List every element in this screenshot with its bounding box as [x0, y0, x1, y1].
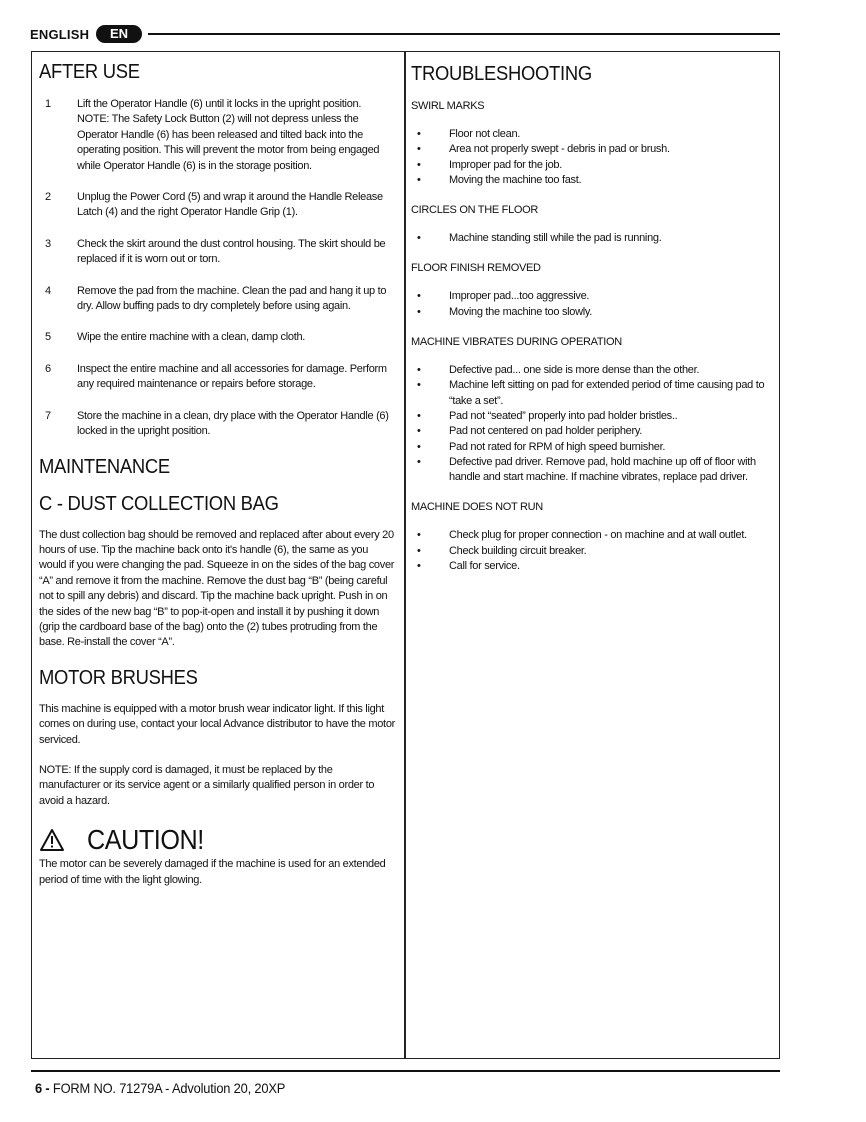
list-item: • Improper pad for the job. — [417, 158, 562, 171]
step-text: Check the skirt around the dust control housing. The skirt should be replaced if it is worn out or torn. — [77, 237, 386, 266]
step-text: Unplug the Power Cord (5) and wrap it around the Handle Release Latch (4) and the right Operator Handle Grip (1). — [77, 191, 383, 219]
list-item: • Moving the machine too slowly. — [417, 305, 593, 318]
step-number: 5 — [45, 331, 51, 344]
list-item-text: Defective pad driver. Remove pad, hold machine up off of floor with handle and start machine. If machine vibrates, replace pad driver. — [449, 455, 756, 484]
list-item-text: Call for service. — [449, 560, 520, 573]
footer-separator: - — [41, 1080, 53, 1096]
list-item: • Defective pad driver. Remove pad, hold machine up off of floor with handle and start machine. If machine vibrates, replace pad driver. — [417, 455, 756, 484]
step-item — [39, 284, 395, 315]
list-item: • Machine standing still while the pad is running. — [417, 232, 662, 245]
language-bar — [30, 24, 780, 44]
maintenance-title: MAINTENANCE — [39, 455, 170, 478]
column-divider — [404, 51, 406, 1059]
dust-bag-body: The dust collection bag should be removed and replaced after about every 20 hours of use. Tip the machine back onto it's handle (6), the same as you would if you were changing the pad. Squeeze in on the sides of the bag cover “A” and remove it from the machine. Remove the dust bag “B” (being careful not to spill any debris) and discard. Tip the machine back upright. Push in on the sides of the new bag “B” to pop-it-open and install it by pushing it down (grip the cardboard base of the bag) onto the (2) tubes protruding from the base. Re-install the cover “A”. — [39, 528, 395, 649]
step-item — [39, 237, 395, 268]
does-not-run-heading: MACHINE DOES NOT RUN — [411, 501, 543, 514]
step-number: 7 — [45, 409, 51, 422]
warning-triangle-icon — [39, 828, 65, 852]
step-number: 1 — [45, 98, 51, 110]
step-number: 6 — [45, 362, 51, 375]
after-use-title: AFTER USE — [39, 61, 140, 83]
motor-brushes-body: This machine is equipped with a motor brush wear indicator light. If this light comes on during use, contact your local Advance distributor to have the motor serviced. — [39, 702, 395, 746]
step-text: Wipe the entire machine with a clean, damp cloth. — [77, 331, 306, 344]
footer-rule — [31, 1070, 780, 1072]
language-label: ENGLISH — [30, 27, 90, 42]
list-item-text: Area not properly swept - debris in pad or brush. — [449, 143, 670, 156]
vibrates-heading: MACHINE VIBRATES DURING OPERATION — [411, 336, 622, 349]
swirl-marks-list — [411, 127, 773, 188]
list-item-text: Moving the machine too fast. — [449, 173, 582, 186]
page-footer — [35, 1080, 285, 1096]
list-item: • Call for service. — [417, 560, 520, 573]
list-item: • Pad not “seated” properly into pad holder bristles.. — [417, 409, 678, 422]
vibrates-list — [411, 363, 773, 485]
step-number: 3 — [45, 237, 51, 250]
right-column — [411, 51, 773, 574]
list-item: • Check plug for proper connection - on machine and at wall outlet. — [417, 529, 747, 542]
step-item — [39, 97, 395, 174]
motor-brushes-title: MOTOR BRUSHES — [39, 666, 198, 689]
swirl-marks-heading: SWIRL MARKS — [411, 100, 485, 112]
list-item-text: Improper pad for the job. — [449, 158, 562, 171]
language-badge: EN — [96, 25, 142, 43]
list-item: • Pad not centered on pad holder periphery. — [417, 425, 642, 438]
circles-list — [411, 231, 773, 246]
list-item-text: Pad not “seated” properly into pad holder bristles.. — [449, 409, 678, 422]
caution-title: CAUTION! — [87, 824, 204, 856]
after-use-steps — [39, 97, 395, 440]
list-item-text: Floor not clean. — [449, 128, 521, 140]
list-item-text: Machine left sitting on pad for extended period of time causing pad to “take a set”. — [449, 379, 765, 407]
list-item: • Area not properly swept - debris in pad or brush. — [417, 143, 670, 156]
caution-heading — [39, 823, 395, 857]
motor-brushes-note: NOTE: If the supply cord is damaged, it must be replaced by the manufacturer or its service agent or a similarly qualified person in order to avoid a hazard. — [39, 763, 375, 807]
caution-body: The motor can be severely damaged if the machine is used for an extended period of time with the light glowing. — [39, 858, 386, 886]
list-item-text: Pad not centered on pad holder periphery. — [449, 425, 642, 438]
finish-removed-list — [411, 289, 773, 320]
step-item — [39, 409, 395, 440]
step-number: 4 — [45, 284, 51, 297]
list-item: • Moving the machine too fast. — [417, 173, 582, 186]
list-item-text: Pad not rated for RPM of high speed burnisher. — [449, 440, 666, 453]
list-item: • Check building circuit breaker. — [417, 544, 587, 557]
list-item-text: Moving the machine too slowly. — [449, 305, 593, 318]
list-item: • Defective pad... one side is more dense than the other. — [417, 364, 700, 377]
step-text: Lift the Operator Handle (6) until it locks in the upright position. NOTE: The Safety Lock Button (2) will not depress unless the Operator Handle (6) has been released and tilted back into the operating position. This will prevent the motor from being engaged while Operator Handle (6) is in the storage position. — [77, 98, 380, 172]
dust-bag-title: C - DUST COLLECTION BAG — [39, 492, 279, 515]
list-item-text: Defective pad... one side is more dense than the other. — [449, 364, 700, 377]
step-item — [39, 190, 395, 221]
header-rule — [148, 33, 780, 35]
step-item — [39, 362, 395, 393]
step-text: Inspect the entire machine and all accessories for damage. Perform any required maintenance or repairs before storage. — [77, 362, 387, 391]
list-item-text: Improper pad...too aggressive. — [449, 290, 590, 303]
step-text: Remove the pad from the machine. Clean the pad and hang it up to dry. Allow buffing pads to dry completely before using again. — [77, 284, 387, 313]
troubleshooting-title: TROUBLESHOOTING — [411, 63, 592, 85]
list-item: • Pad not rated for RPM of high speed burnisher. — [417, 440, 666, 453]
step-number: 2 — [45, 191, 51, 204]
does-not-run-list — [411, 528, 773, 574]
finish-removed-heading: FLOOR FINISH REMOVED — [411, 262, 541, 275]
list-item-text: Machine standing still while the pad is running. — [449, 232, 662, 245]
page-number: 6 — [35, 1080, 42, 1096]
list-item-text: Check building circuit breaker. — [449, 544, 587, 557]
list-item: • Floor not clean. — [417, 128, 521, 140]
list-item-text: Check plug for proper connection - on machine and at wall outlet. — [449, 529, 747, 542]
form-number: FORM NO. 71279A - Advolution 20, 20XP — [52, 1080, 286, 1096]
list-item: • Machine left sitting on pad for extended period of time causing pad to “take a set”. — [417, 379, 765, 407]
step-text: Store the machine in a clean, dry place with the Operator Handle (6) locked in the upright position. — [77, 409, 389, 438]
circles-heading: CIRCLES ON THE FLOOR — [411, 204, 539, 217]
left-column — [39, 51, 395, 888]
step-item — [39, 330, 395, 345]
list-item: • Improper pad...too aggressive. — [417, 290, 590, 303]
